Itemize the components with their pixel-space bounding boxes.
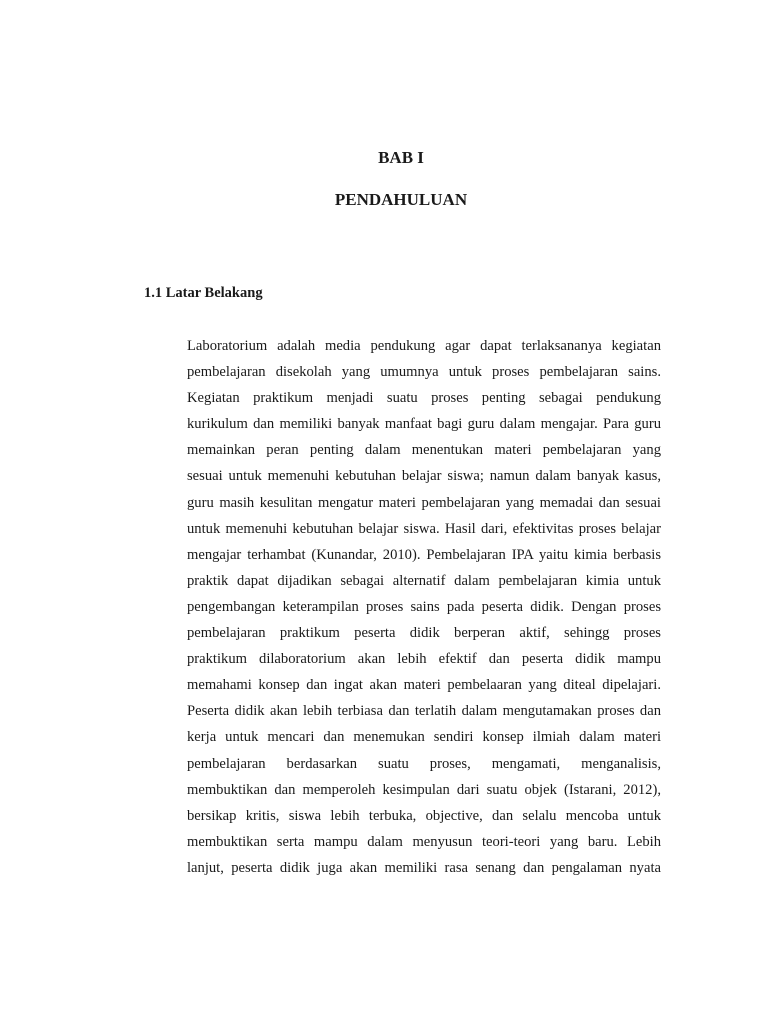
paragraph-line: pembelajaran disekolah yang umumnya untuk proses pembelajaran sains. [187,364,661,381]
paragraph-line: membuktikan serta mampu dalam menyusun teori-teori yang baru. Lebih [187,833,661,850]
paragraph-line: guru masih kesulitan mengatur materi pembelajaran yang memadai dan sesuai [187,494,661,511]
paragraph-line: Kegiatan praktikum menjadi suatu proses penting sebagai pendukung [187,390,661,407]
paragraph-line: kerja untuk mencari dan menemukan sendiri konsep ilmiah dalam materi [187,729,661,746]
paragraph-line: lanjut, peserta didik juga akan memiliki rasa senang dan pengalaman nyata [187,859,661,876]
paragraph-line: mengajar terhambat (Kunandar, 2010). Pembelajaran IPA yaitu kimia berbasis [187,546,661,563]
paragraph-line: bersikap kritis, siswa lebih terbuka, objective, dan selalu mencoba untuk [187,807,661,824]
paragraph-line: praktik dapat dijadikan sebagai alternatif dalam pembelajaran kimia untuk [187,572,661,589]
paragraph-line: untuk memenuhi kebutuhan belajar siswa. Hasil dari, efektivitas proses belajar [187,520,661,537]
paragraph-line: Peserta didik akan lebih terbiasa dan terlatih dalam mengutamakan proses dan [187,703,661,720]
chapter-number: BAB I [378,148,424,167]
paragraph-line: membuktikan dan memperoleh kesimpulan dari suatu objek (Istarani, 2012), [187,781,661,798]
paragraph-line: memahami konsep dan ingat akan materi pembelaaran yang diteal dipelajari. [187,677,661,694]
body-paragraph [187,333,661,881]
paragraph-line: pengembangan keterampilan proses sains pada peserta didik. Dengan proses [187,598,661,615]
paragraph-line: memainkan peran penting dalam menentukan materi pembelajaran yang [187,442,661,459]
section-heading: 1.1 Latar Belakang [144,285,263,301]
paragraph-line: sesuai untuk memenuhi kebutuhan belajar siswa; namun dalam banyak kasus, [187,468,661,485]
paragraph-line: Laboratorium adalah media pendukung agar dapat terlaksananya kegiatan [187,338,661,354]
chapter-title: PENDAHULUAN [334,190,468,209]
paragraph-line: praktikum dilaboratorium akan lebih efektif dan peserta didik mampu [187,651,661,668]
paragraph-line: pembelajaran praktikum peserta didik berperan aktif, sehingg proses [187,625,661,642]
paragraph-line: kurikulum dan memiliki banyak manfaat bagi guru dalam mengajar. Para guru [187,416,661,433]
paragraph-line: pembelajaran berdasarkan suatu proses, mengamati, menganalisis, [187,755,661,772]
